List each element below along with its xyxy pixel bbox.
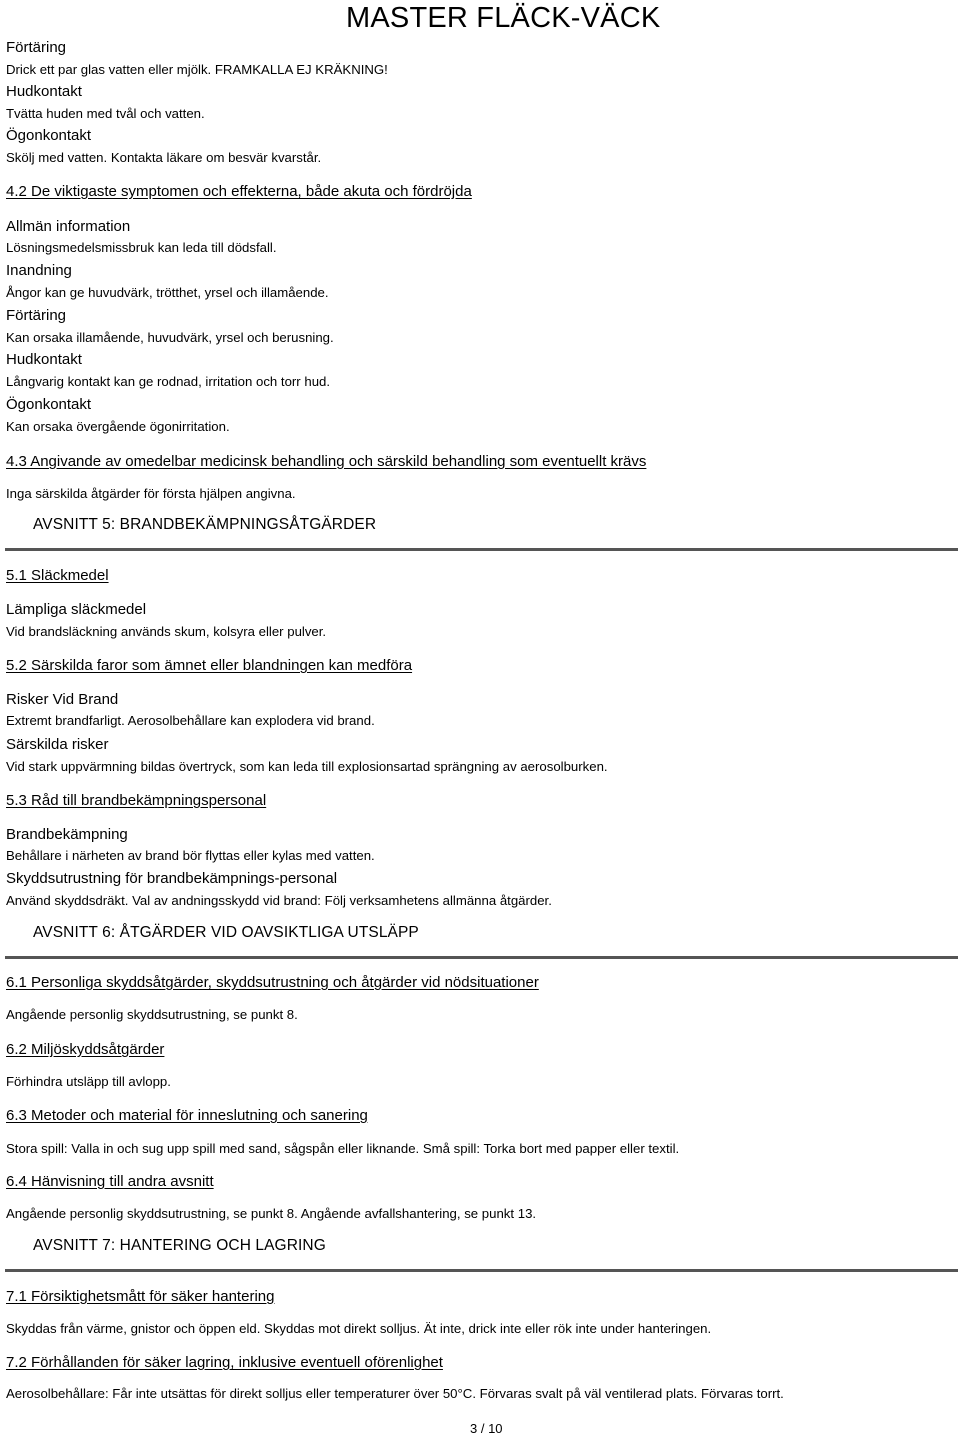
section-7-1-text: Skyddas från värme, gnistor och öppen eld. Skyddas mot direkt solljus. Ät inte, drick inte eller rök inte under hanteringen.	[6, 1321, 712, 1336]
section-7-bar	[5, 1233, 958, 1272]
section-7-2-text: Aerosolbehållare: Får inte utsättas för direkt solljus eller temperaturer över 50°C. Förvaras svalt på väl ventilerad plats. Förvaras torrt.	[6, 1386, 784, 1401]
general-info-text: Lösningsmedelsmissbruk kan leda till dödsfall.	[6, 240, 277, 255]
firefighting-text: Behållare i närheten av brand bör flyttas eller kylas med vatten.	[6, 848, 375, 863]
section-6-bar	[5, 920, 958, 959]
section-4-3-heading: 4.3 Angivande av omedelbar medicinsk behandling och särskild behandling som eventuellt krävs	[6, 453, 647, 470]
ingestion-text: Drick ett par glas vatten eller mjölk. FRAMKALLA EJ KRÄKNING!	[6, 62, 388, 77]
skin-heading: Hudkontakt	[6, 83, 82, 100]
ingestion-heading: Förtäring	[6, 39, 67, 56]
section-6-4-text: Angående personlig skyddsutrustning, se punkt 8. Angående avfallshantering, se punkt 13.	[6, 1206, 537, 1221]
inhalation-heading: Inandning	[6, 262, 72, 279]
section-4-2-heading: 4.2 De viktigaste symptomen och effekterna, både akuta och fördröjda	[6, 183, 472, 200]
section-5-3-heading: 5.3 Råd till brandbekämpningspersonal	[6, 792, 267, 809]
extinguishing-media-text: Vid brandsläckning används skum, kolsyra eller pulver.	[6, 624, 327, 639]
skin-text: Tvätta huden med tvål och vatten.	[6, 106, 205, 121]
section-7-1-heading: 7.1 Försiktighetsmått för säker hantering	[6, 1288, 275, 1305]
special-risks-heading: Särskilda risker	[6, 736, 109, 753]
ingestion-symptoms-heading: Förtäring	[6, 307, 67, 324]
skin-symptoms-heading: Hudkontakt	[6, 351, 82, 368]
eye-symptoms-text: Kan orsaka övergående ögonirritation.	[6, 419, 230, 434]
section-4-3-text: Inga särskilda åtgärder för första hjälpen angivna.	[6, 486, 296, 501]
section-5-1-heading: 5.1 Släckmedel	[6, 567, 109, 584]
section-6-3-heading: 6.3 Metoder och material för inneslutning och sanering	[6, 1107, 368, 1124]
special-risks-text: Vid stark uppvärmning bildas övertryck, som kan leda till explosionsartad sprängning av aerosolburken.	[6, 759, 608, 774]
inhalation-text: Ångor kan ge huvudvärk, trötthet, yrsel och illamående.	[6, 285, 329, 300]
section-6-1-heading: 6.1 Personliga skyddsåtgärder, skyddsutrustning och åtgärder vid nödsituationer	[6, 974, 539, 991]
section-6-4-heading: 6.4 Hänvisning till andra avsnitt	[6, 1173, 214, 1190]
page-number: 3 / 10	[470, 1421, 503, 1436]
section-6-title: AVSNITT 6: ÅTGÄRDER VID OAVSIKTLIGA UTSLÄPP	[33, 924, 419, 941]
section-7-2-heading: 7.2 Förhållanden för säker lagring, inklusive eventuell oförenlighet	[6, 1354, 443, 1371]
skin-symptoms-text: Långvarig kontakt kan ge rodnad, irritation och torr hud.	[6, 374, 331, 389]
section-7-title: AVSNITT 7: HANTERING OCH LAGRING	[33, 1237, 326, 1254]
section-5-bar	[5, 512, 958, 551]
document-title: MASTER FLÄCK-VÄCK	[346, 2, 661, 34]
section-6-2-heading: 6.2 Miljöskyddsåtgärder	[6, 1041, 165, 1058]
fire-risks-heading: Risker Vid Brand	[6, 691, 119, 708]
eye-symptoms-heading: Ögonkontakt	[6, 396, 92, 413]
firefighter-ppe-text: Använd skyddsdräkt. Val av andningsskydd vid brand: Följ verksamhetens allmänna åtgärder.	[6, 893, 552, 908]
fire-risks-text: Extremt brandfarligt. Aerosolbehållare kan explodera vid brand.	[6, 713, 375, 728]
section-5-2-heading: 5.2 Särskilda faror som ämnet eller blandningen kan medföra	[6, 657, 413, 674]
section-6-3-text: Stora spill: Valla in och sug upp spill med sand, sågspån eller liknande. Små spill: Torka bort med papper eller textil.	[6, 1141, 680, 1156]
eyes-heading: Ögonkontakt	[6, 127, 92, 144]
extinguishing-media-heading: Lämpliga släckmedel	[6, 601, 147, 618]
firefighter-ppe-heading: Skyddsutrustning för brandbekämpnings-personal	[6, 870, 338, 887]
section-6-1-text: Angående personlig skyddsutrustning, se punkt 8.	[6, 1007, 298, 1022]
general-info-heading: Allmän information	[6, 218, 131, 235]
eyes-text: Skölj med vatten. Kontakta läkare om besvär kvarstår.	[6, 150, 322, 165]
section-6-2-text: Förhindra utsläpp till avlopp.	[6, 1074, 171, 1089]
section-5-title: AVSNITT 5: BRANDBEKÄMPNINGSÅTGÄRDER	[33, 516, 377, 533]
firefighting-heading: Brandbekämpning	[6, 826, 128, 843]
ingestion-symptoms-text: Kan orsaka illamående, huvudvärk, yrsel och berusning.	[6, 330, 334, 345]
